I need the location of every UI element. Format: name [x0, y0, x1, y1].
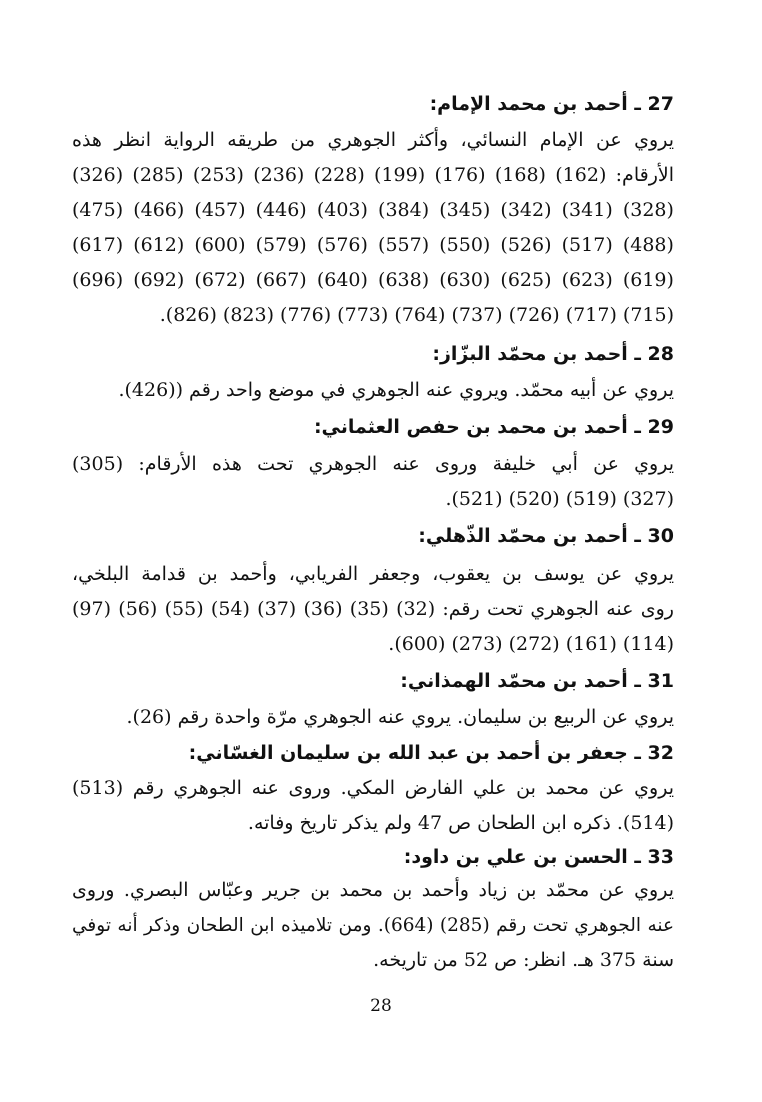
entry-body-32 [72, 771, 674, 841]
body-line: يروي عن الإمام النسائي، وأكثر الجوهري من طريقه الرواية انظر هذه [72, 129, 674, 151]
body-line: (715) (717) (726) (737) (764) (773) (776) (823) (826). [159, 304, 674, 326]
body-line: (114) (161) (272) (273) (600). [388, 633, 674, 655]
entry-body-28 [118, 373, 674, 408]
body-line: (619) (623) (625) (630) (638) (640) (667) (672) (692) (696) [72, 269, 674, 291]
entry-heading-29: 29 ـ أحمد بن محمد بن حفص العثماني: [313, 416, 674, 438]
entry-body-31 [127, 700, 675, 735]
body-line: (328) (341) (342) (345) (384) (403) (446) (457) (466) (475) [72, 199, 674, 221]
body-line: (488) (517) (526) (550) (557) (576) (579) (600) (612) (617) [72, 234, 674, 256]
entry-heading-28: 28 ـ أحمد بن محمّد البزّاز: [432, 343, 674, 365]
entry-heading-30: 30 ـ أحمد بن محمّد الذّهلي: [418, 525, 674, 547]
entry-heading-31: 31 ـ أحمد بن محمّد الهمذاني: [400, 670, 674, 692]
entry-heading-33: 33 ـ الحسن بن علي بن داود: [403, 846, 674, 868]
body-line: يروي عن يوسف بن يعقوب، وجعفر الفريابي، وأحمد بن قدامة البلخي، [72, 563, 674, 585]
body-line: سنة 375 هـ. انظر: ص 52 من تاريخه. [373, 949, 674, 971]
entry-body-29 [72, 447, 674, 517]
body-line: الأرقام: (162) (168) (176) (199) (228) (236) (253) (285) (326) [72, 164, 674, 186]
entry-body-30 [72, 557, 674, 662]
body-line: روى عنه الجوهري تحت رقم: (32) (35) (36) (37) (54) (55) (56) (97) [72, 598, 674, 620]
body-line: يروي عن محمد بن علي الفارض المكي. وروى عنه الجوهري رقم (513) [72, 777, 674, 799]
body-line: يروي عن محمّد بن زياد وأحمد بن محمد بن جرير وعبّاس البصري. وروى [72, 879, 674, 901]
entry-heading-27: 27 ـ أحمد بن محمد الإمام: [429, 93, 674, 115]
body-line: عنه الجوهري تحت رقم (285) (664). ومن تلاميذه ابن الطحان وذكر أنه توفي [72, 915, 674, 936]
body-line: يروي عن أبيه محمّد. ويروي عنه الجوهري في موضع واحد رقم ((426). [118, 379, 674, 401]
page-number: 28 [370, 996, 392, 1016]
body-line: (327) (519) (520) (521). [445, 488, 674, 510]
entry-body-33 [72, 873, 674, 978]
body-line: يروي عن أبي خليفة وروى عنه الجوهري تحت هذه الأرقام: (305) [72, 453, 674, 475]
entry-heading-32: 32 ـ جعفر بن أحمد بن عبد الله بن سليمان الغسّاني: [188, 742, 674, 764]
body-line: (514). ذكره ابن الطحان ص 47 ولم يذكر تاريخ وفاته. [247, 812, 674, 834]
body-line: يروي عن الربيع بن سليمان. يروي عنه الجوهري مرّة واحدة رقم (26). [126, 706, 674, 728]
entry-body-27 [72, 123, 674, 333]
